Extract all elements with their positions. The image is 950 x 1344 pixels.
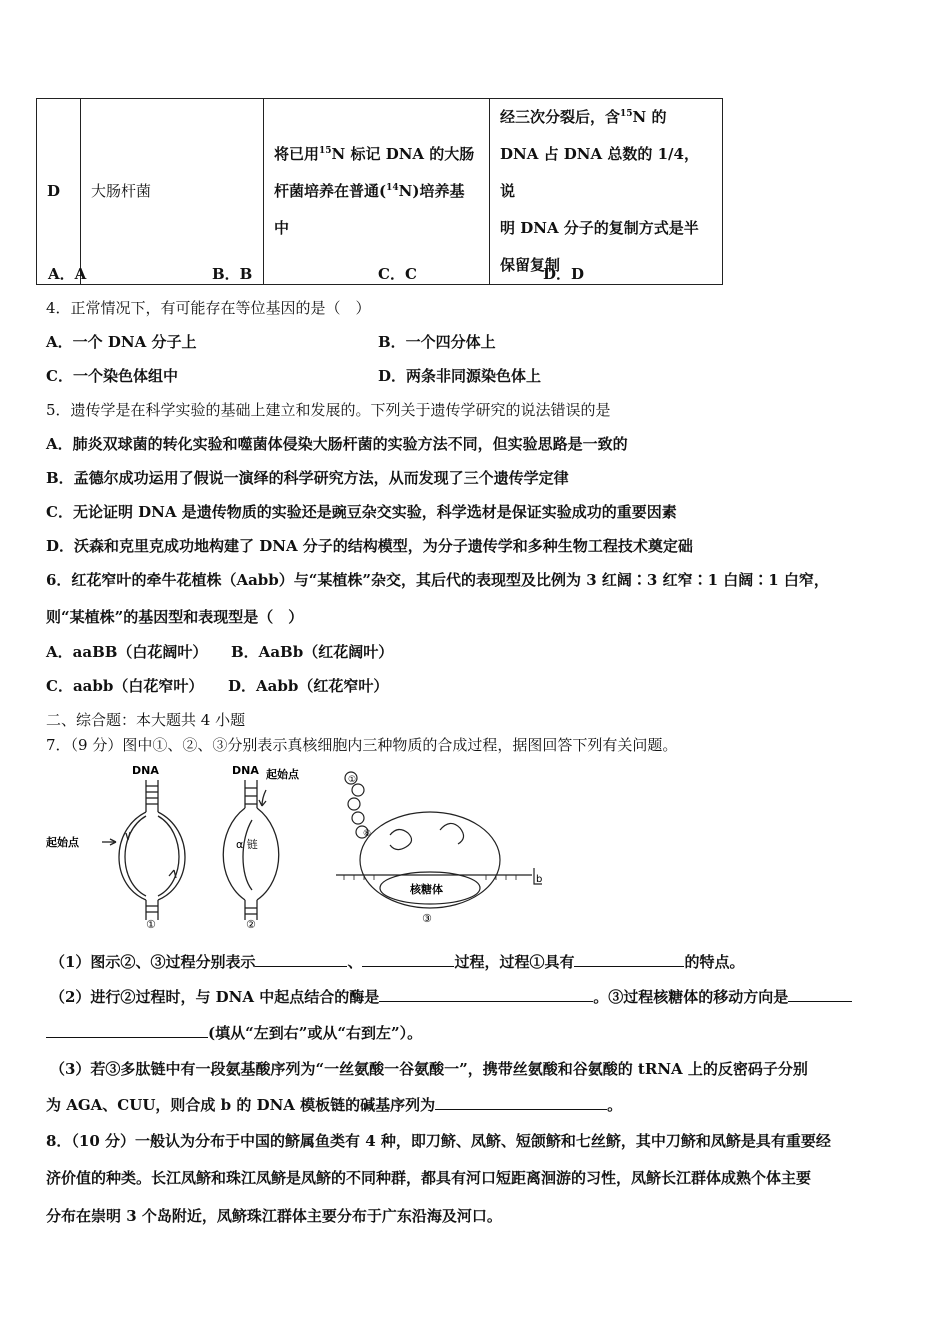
q4-option-d: D．两条非同源染色体上 <box>378 367 542 385</box>
row-letter: D <box>37 99 81 285</box>
q7-part2 <box>50 986 852 1007</box>
fig-num-small8: ⑧ <box>363 829 372 839</box>
q7-part2-cont <box>46 1022 422 1043</box>
q4-option-a: A．一个 DNA 分子上 <box>46 333 197 351</box>
answer-blank[interactable] <box>46 1023 208 1038</box>
q7-p1-a: （1）图示②、③过程分别表示 <box>50 953 256 971</box>
q7-p1-c: 过程，过程①具有 <box>454 953 575 971</box>
q7-p2-c: (填从“左到右”或从“右到左”）。 <box>208 1024 423 1042</box>
q8-line2: 济价值的种类。长江凤鲚和珠江凤鲚是凤鲚的不同种群，都具有河口短距离洄游的习性，凤鲚长江群体成熟个体主要 <box>46 1169 812 1187</box>
q7-p2-a: （2）进行②过程时，与 DNA 中起点结合的酶是 <box>50 988 380 1006</box>
q7-stem: 7．（9 分）图中①、②、③分别表示真核细胞内三种物质的合成过程，据图回答下列有关问题。 <box>46 736 678 754</box>
row-method <box>264 99 490 285</box>
q4-stem: 4．正常情况下，有可能存在等位基因的是（ ） <box>46 299 371 317</box>
fig-num1: ① <box>146 918 156 930</box>
q6-option-a: A．aaBB（白花阔叶） <box>46 643 208 661</box>
answer-blank[interactable] <box>788 987 852 1002</box>
sup-14: 14 <box>386 183 399 193</box>
q5-option-a: A．肺炎双球菌的转化实验和噬菌体侵染大肠杆菌的实验方法不同，但实验思路是一致的 <box>46 435 628 453</box>
q8-line3: 分布在崇明 3 个岛附近，凤鲚珠江群体主要分布于广东沿海及河口。 <box>46 1207 502 1225</box>
q3-option-c: C．C <box>378 265 417 283</box>
result-text-3: 明 DNA 分子的复制方式是半 <box>500 219 699 237</box>
q7-p2-b: 。③过程核糖体的移动方向是 <box>593 988 789 1006</box>
q7-p1-d: 的特点。 <box>684 953 745 971</box>
fig-dna1-label: DNA <box>132 764 159 777</box>
fig-num3: ③ <box>422 912 432 925</box>
q7-part3-line2 <box>46 1094 622 1115</box>
fig-alpha-chain: α 链 <box>236 838 258 851</box>
method-text-1a: 将已用 <box>274 145 320 163</box>
q5-option-d: D．沃森和克里克成功地构建了 DNA 分子的结构模型，为分子遗传学和多种生物工程技术奠定础 <box>46 537 693 555</box>
answer-blank[interactable] <box>255 952 347 967</box>
q3-option-b: B．B <box>212 265 253 283</box>
result-text-1b: N 的 <box>632 108 667 126</box>
q5-stem: 5．遗传学是在科学实验的基础上建立和发展的。下列关于遗传学研究的说法错误的是 <box>46 401 611 419</box>
row-organism: 大肠杆菌 <box>81 99 264 285</box>
answer-blank[interactable] <box>362 952 454 967</box>
fig-b-label: b <box>536 874 543 885</box>
q6-option-c: C．aabb（白花窄叶） <box>46 677 204 695</box>
q7-part1 <box>50 951 745 972</box>
q7-part3-line1: （3）若③多肽链中有一段氨基酸序列为“一丝氨酸一谷氨酸一”，携带丝氨酸和谷氨酸的 tRNA 上的反密码子分别 <box>50 1060 808 1078</box>
fig-ribosome: 核糖体 <box>410 883 443 896</box>
fig-num-small1: ① <box>348 775 357 785</box>
q5-option-b: B．孟德尔成功运用了假说一演绎的科学研究方法，从而发现了三个遗传学定律 <box>46 469 569 487</box>
result-text-4: 保留复制 <box>500 256 561 274</box>
fig-origin-right: 起始点 <box>266 768 299 781</box>
method-text-2a: 杆菌培养在普通( <box>274 182 387 200</box>
q8-line1: 8．（10 分）一般认为分布于中国的鲚属鱼类有 4 种，即刀鲚、凤鲚、短颌鲚和七丝鲚，其中刀鲚和凤鲚是具有重要经 <box>46 1132 831 1150</box>
q7-p3-c: 。 <box>607 1096 623 1114</box>
q4-option-c: C．一个染色体组中 <box>46 367 178 385</box>
q6-option-d: D．Aabb（红花窄叶） <box>228 677 389 695</box>
answer-table <box>36 98 723 285</box>
q3-option-d: D．D <box>543 265 585 283</box>
q6-stem-line2: 则“某植株”的基因型和表现型是（ ） <box>46 608 304 626</box>
answer-blank[interactable] <box>574 952 684 967</box>
method-text-3: 中 <box>274 219 290 237</box>
answer-blank[interactable] <box>379 987 593 1002</box>
answer-blank[interactable] <box>435 1095 607 1110</box>
replication-figure <box>40 760 550 930</box>
section-title: 二、综合题：本大题共 4 小题 <box>46 711 246 729</box>
table-row <box>37 99 723 285</box>
q5-option-c: C．无论证明 DNA 是遗传物质的实验还是豌豆杂交实验，科学选材是保证实验成功的重要因素 <box>46 503 677 521</box>
row-result <box>490 99 723 285</box>
result-text-1a: 经三次分裂后，含 <box>500 108 621 126</box>
sup-15b: 15 <box>620 109 633 119</box>
q6-stem-line1: 6．红花窄叶的牵牛花植株（Aabb）与“某植株”杂交，其后代的表现型及比例为 3 红阔∶3 红窄∶1 白阔∶1 白窄， <box>46 571 829 589</box>
fig-num2: ② <box>246 918 256 930</box>
q6-option-b: B．AaBb（红花阔叶） <box>231 643 394 661</box>
q7-p3-b: 为 AGA、CUU，则合成 b 的 DNA 模板链的碱基序列为 <box>46 1096 436 1114</box>
method-text-2b: N)培养基 <box>398 182 465 200</box>
q4-option-b: B．一个四分体上 <box>378 333 496 351</box>
sup-15: 15 <box>319 146 332 156</box>
fig-origin-left: 起始点 <box>46 836 79 849</box>
q7-p1-b: 、 <box>347 953 363 971</box>
result-text-2: DNA 占 DNA 总数的 1/4，说 <box>500 145 699 200</box>
fig-dna2-label: DNA <box>232 764 259 777</box>
q3-option-a: A．A <box>48 265 87 283</box>
method-text-1b: N 标记 DNA 的大肠 <box>331 145 475 163</box>
